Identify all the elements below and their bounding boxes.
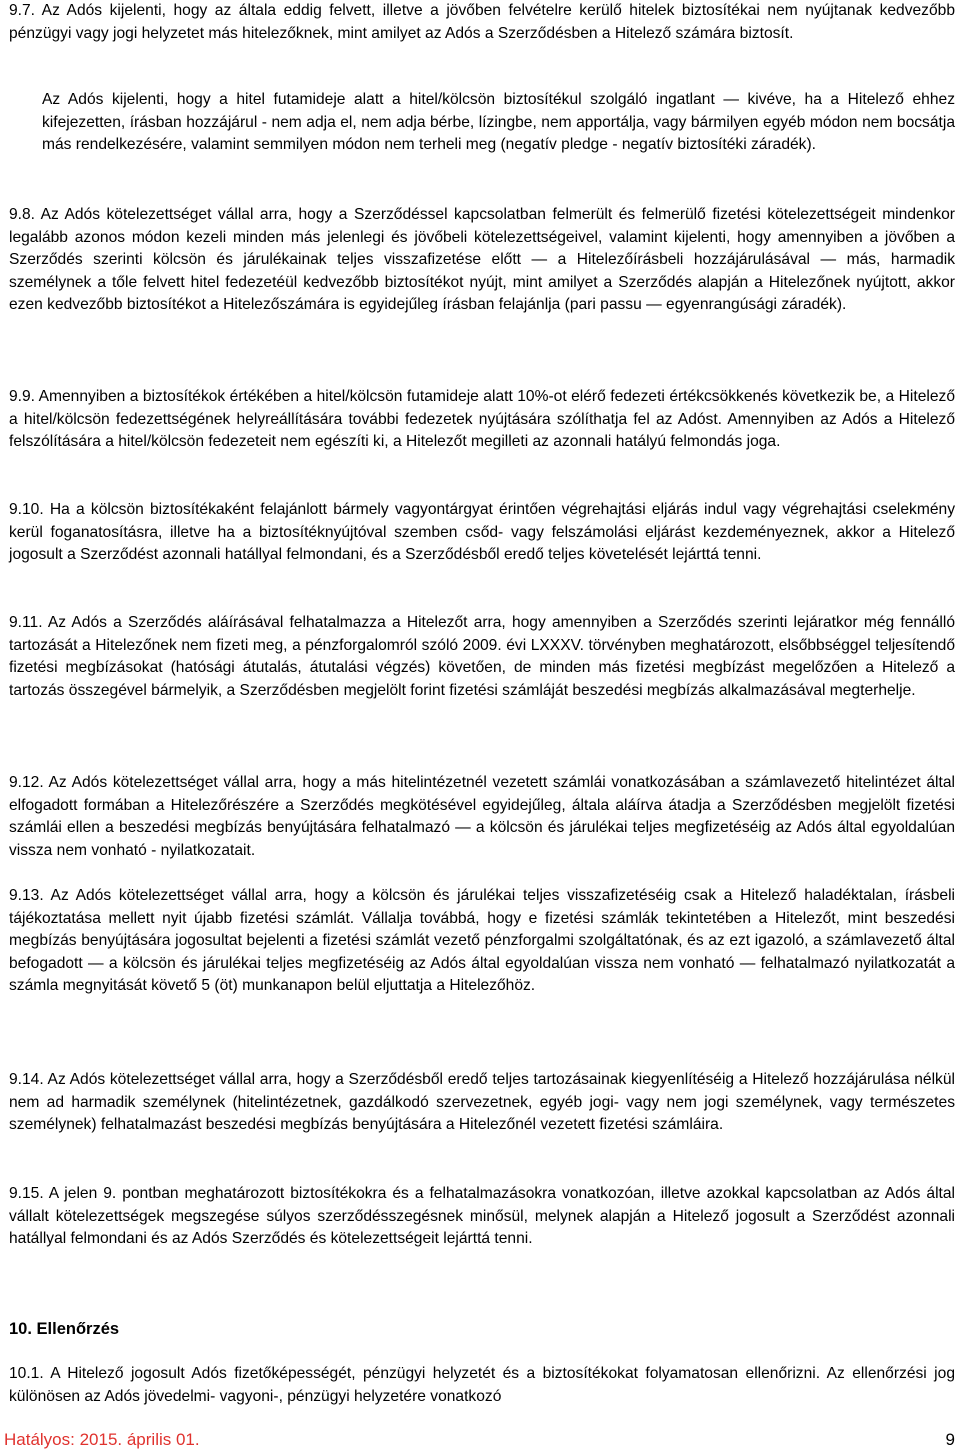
paragraph-9-12: 9.12. Az Adós kötelezettséget vállal arra, hogy a más hitelintézetnél vezetett számlái vonatkozásában a számlavezető hitelintézet által elfogadott formában a Hitelezőrészére a Szerződés megkötésével egyidejűleg, általa aláírva átadja a Szerződésben megjelölt fizetési számlái ellen a beszedési megbízás benyújtására felhatalmazó — a kölcsön és járulékai teljes megfizetéséig az Adós által egyoldalúan vissza nem vonható - nyilatkozatait. xyxy=(9,774,955,859)
paragraph-9-13: 9.13. Az Adós kötelezettséget vállal arra, hogy a kölcsön és járulékai teljes visszafizetéséig csak a Hitelező haladéktalan, írásbeli tájékoztatása mellett nyit újabb fizetési számlát. Vállalja továbbá, hogy e fizetési számlák tekintetében a Hitelezőt, mint beszedési megbízás benyújtására jogosultat bejelenti a fizetési számlát vezető pénzforgalmi szolgáltatónak, és az ezt igazoló, a számlavezető által befogadott — a kölcsön és járulékai teljes megfizetéséig az Adós által egyoldalúan vissza nem vonható — felhatalmazó nyilatkozatát a számla megnyitását követő 5 (öt) munkanapon belül eljuttatja a Hitelezőhöz. xyxy=(9,887,955,995)
paragraph-9-15: 9.15. A jelen 9. pontban meghatározott biztosítékokra és a felhatalmazásokra vonatkozóan, illetve azokkal kapcsolatban az Adós által vállalt kötelezettségek megszegése súlyos szerződésszegésnek minősül, melynek alapján a Hitelező jogosult a Szerződést azonnali hatállyal felmondani és az Adós Szerződés és kötelezettségeit lejárttá tenni. xyxy=(9,1185,955,1248)
paragraph-9-8: 9.8. Az Adós kötelezettséget vállal arra, hogy a Szerződéssel kapcsolatban felmerült és felmerülő fizetési kötelezettségeit mindenkor legalább azonos módon kezeli minden más jelenlegi és jövőbeli kötelezettségeivel, valamint kijelenti, hogy amennyiben a jövőben a Szerződés szerinti kölcsön és járulékainak teljes visszafizetése előtt — a Hitelezőírásbeli hozzájárulásával — más, harmadik személynek a tőle felvett hitel fedezetéül kedvezőbb biztosítékot nyújt, mint amilyet a Szerződés alapján a Hitelezőnek nyújtott, akkor ezen kedvezőbb biztosítékot a Hitelezőszámára is egyidejűleg írásban felajánlja (pari passu — egyenrangúsági záradék). xyxy=(9,206,955,314)
paragraph-9-10: 9.10. Ha a kölcsön biztosítékaként felajánlott bármely vagyontárgyat érintően végrehajtási eljárás indul vagy végrehajtási cselekmény kerül foganatosításra, illetve ha a biztosítéknyújtóval szemben csőd- vagy felszámolási eljárást kezdeményeznek, akkor a Hitelező jogosult a Szerződést azonnali hatállyal felmondani, és a Szerződésből eredő teljes követelését lejárttá tenni. xyxy=(9,501,955,564)
paragraph-9-9: 9.9. Amennyiben a biztosítékok értékében a hitel/kölcsön futamideje alatt 10%-ot elérő fedezeti értékcsökkenés következik be, a Hitelező a hitel/kölcsön fedezettségének helyreállítására további fedezetek nyújtására szólíthatja fel az Adóst. Amennyiben az Adós a Hitelező felszólítására a hitel/kölcsön fedezeteit nem egészíti ki, a Hitelezőt megilleti az azonnali hatályú felmondás joga. xyxy=(9,388,955,451)
paragraph-9-7-negative-pledge: Az Adós kijelenti, hogy a hitel futamideje alatt a hitel/kölcsön biztosítékul szolgáló ingatlant — kivéve, ha a Hitelező ehhez kifejezetten, írásban hozzájárul - nem adja el, nem adja bérbe, lízingbe, nem apportálja, vagy bármilyen egyéb módon nem bocsátja más rendelkezésére, valamint semmilyen módon nem terheli meg (negatív pledge - negatív biztosítéki záradék). xyxy=(42,91,955,154)
effective-date-footer: Hatályos: 2015. április 01. xyxy=(4,1430,200,1449)
section-heading-10: 10. Ellenőrzés xyxy=(9,1320,120,1338)
paragraph-9-14: 9.14. Az Adós kötelezettséget vállal arra, hogy a Szerződésből eredő teljes tartozásainak kiegyenlítéséig a Hitelező hozzájárulása nélkül nem ad harmadik személynek (hitelintézetnek, gazdálkodó szervezetnek, egyéb jogi- vagy nem jogi személynek, vagy természetes személynek) felhatalmazást beszedési megbízás benyújtására a Hitelezőnél vezetett fizetési számláira. xyxy=(9,1071,955,1134)
page-number: 9 xyxy=(945,1430,955,1449)
paragraph-9-7: 9.7. Az Adós kijelenti, hogy az általa eddig felvett, illetve a jövőben felvételre kerülő hitelek biztosítékai nem nyújtanak kedvezőbb pénzügyi vagy jogi helyzetet más hitelezőknek, mint amilyet az Adós a Szerződésben a Hitelező számára biztosít. xyxy=(9,2,955,42)
paragraph-9-11: 9.11. Az Adós a Szerződés aláírásával felhatalmazza a Hitelezőt arra, hogy amennyiben a Szerződés szerinti lejáratkor még fennálló tartozását a Hitelezőnek nem fizeti meg, a pénzforgalomról szóló 2009. évi LXXXV. törvényben meghatározott, elsőbbséggel teljesítendő fizetési megbízásokat (hatósági átutalás, átutalási végzés) követően, de minden más fizetési megbízást megelőzően a Hitelező a tartozás összegével bármelyik, a Szerződésben megjelölt forint fizetési számláját beszedési megbízás alkalmazásával megterhelje. xyxy=(9,614,955,699)
paragraph-10-1: 10.1. A Hitelező jogosult Adós fizetőképességét, pénzügyi helyzetét és a biztosítékokat folyamatosan ellenőrizni. Az ellenőrzési jog különösen az Adós jövedelmi- vagyoni-, pénzügyi helyzetére vonatkozó xyxy=(9,1365,955,1405)
